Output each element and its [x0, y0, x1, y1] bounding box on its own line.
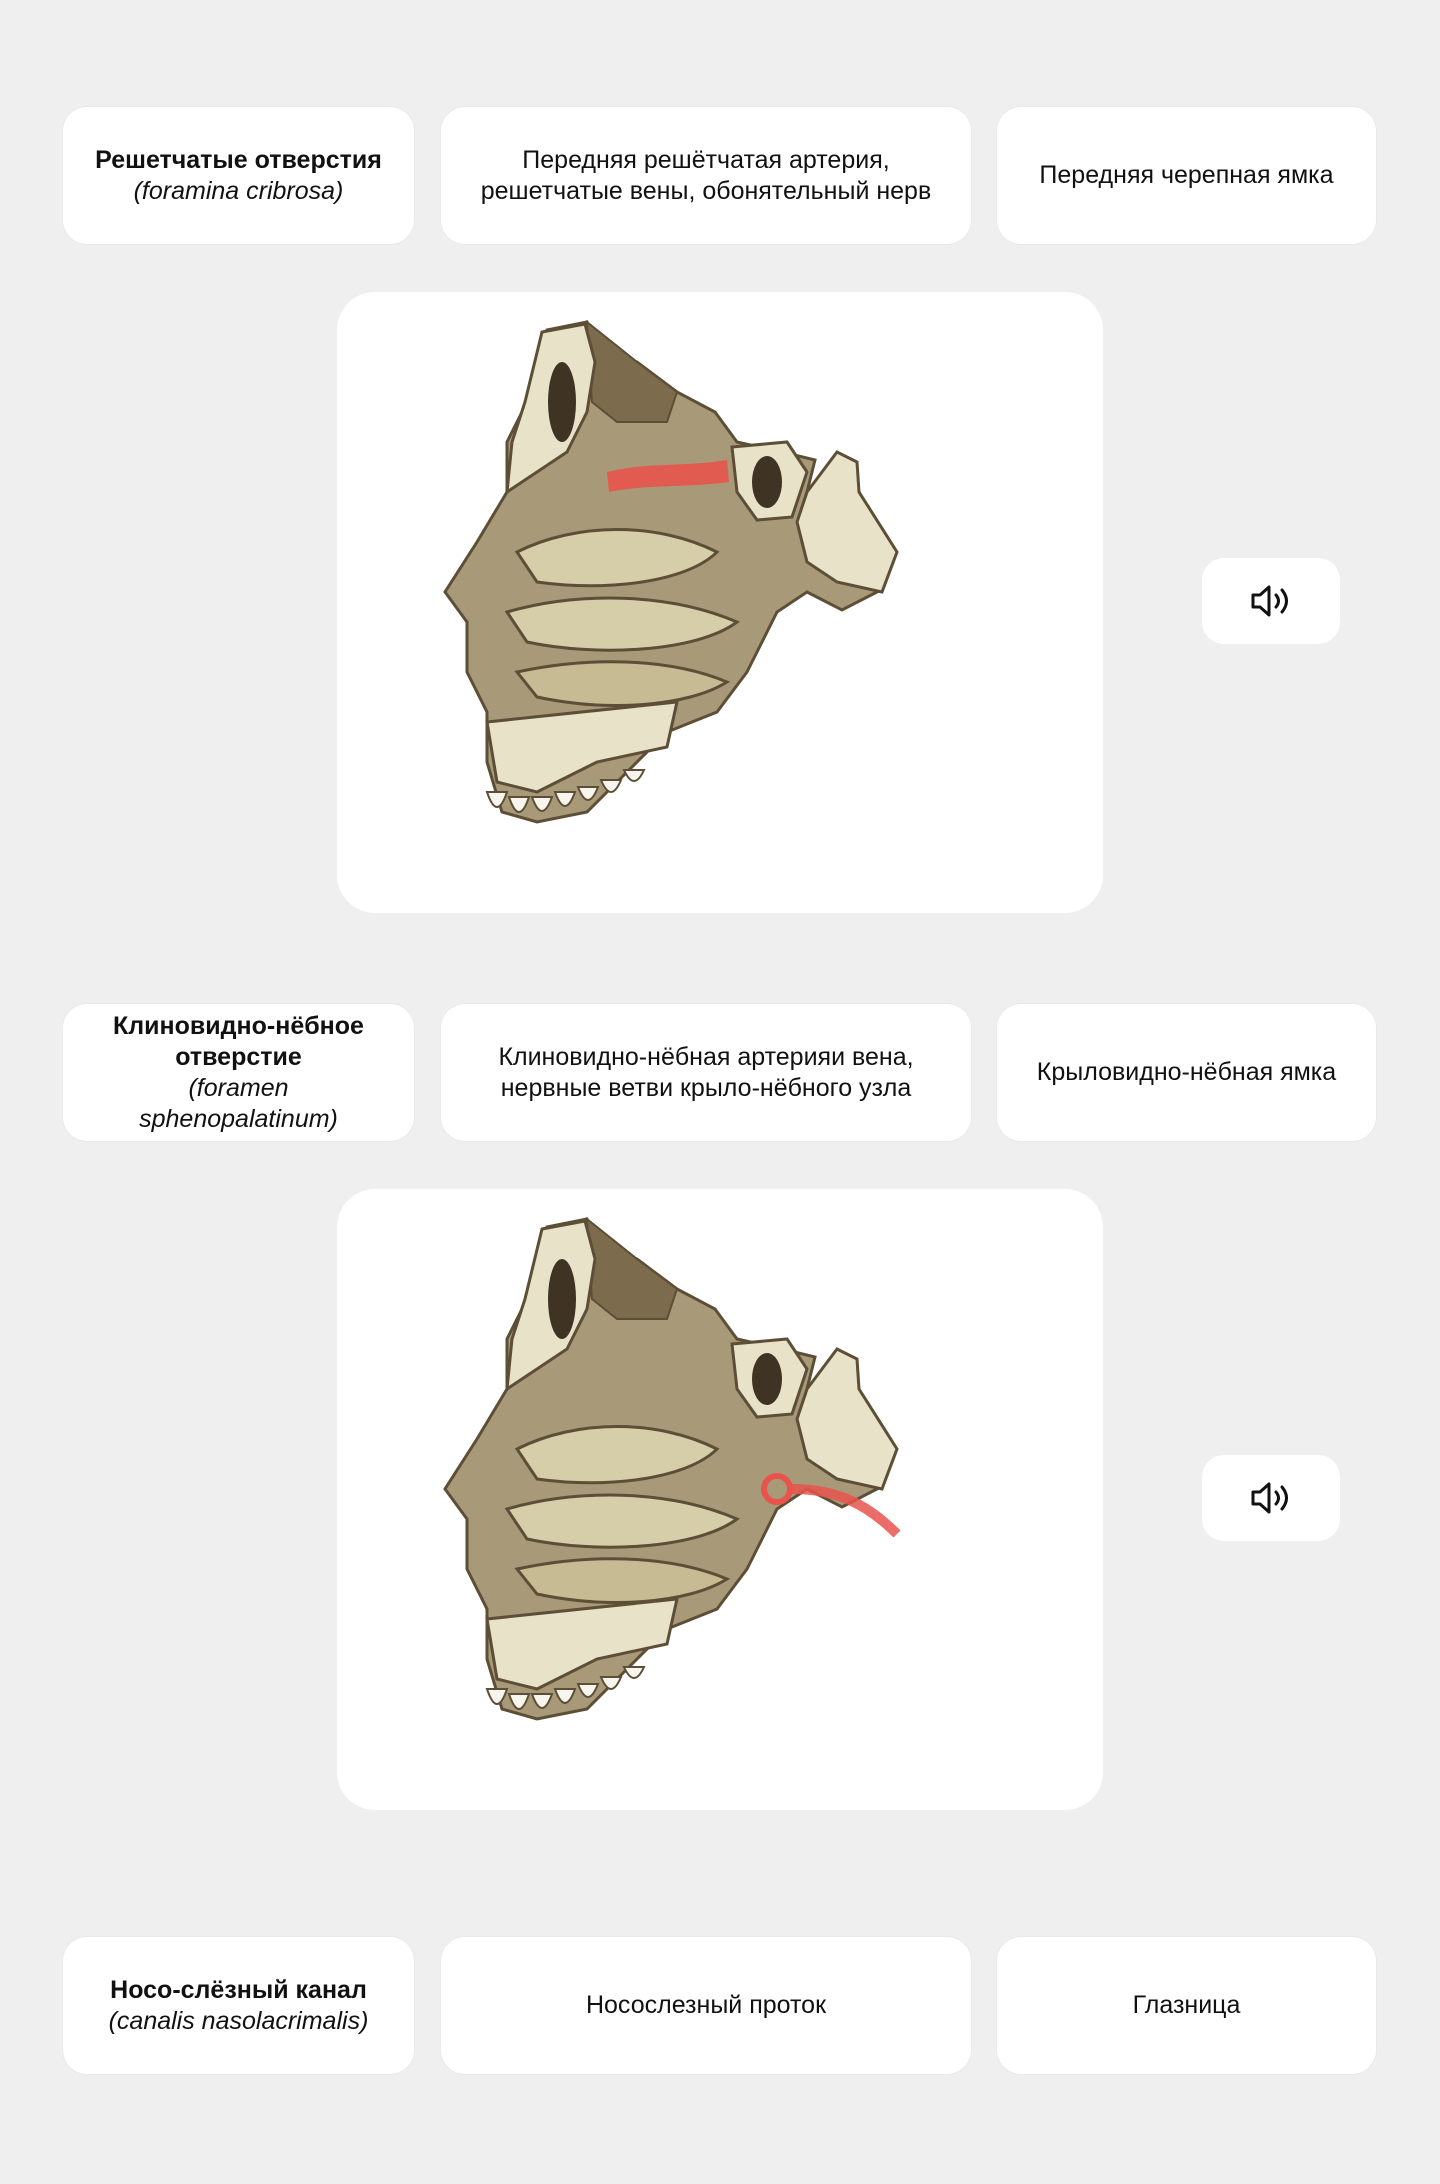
- contents-line: Клиновидно-нёбная артерияи вена,: [498, 1042, 914, 1071]
- nasal-cavity-illustration: [337, 292, 1103, 913]
- connects-label: Крыловидно-нёбная ямка: [1036, 1058, 1337, 1086]
- skull-section: [445, 322, 897, 822]
- skull-section: [445, 1219, 897, 1719]
- opening-title: Клиновидно-нёбное: [113, 1011, 364, 1040]
- contents-line: Носослезный проток: [585, 1991, 827, 2019]
- opening-name-card-3: [63, 1937, 414, 2074]
- connects-label: Передняя черепная ямка: [1039, 161, 1334, 189]
- opening-name-card-1: [63, 107, 414, 244]
- anatomy-illustration-card-1: [337, 292, 1103, 913]
- opening-latin-name: sphenopalatinum): [139, 1104, 338, 1133]
- speaker-icon: [1249, 583, 1293, 619]
- opening-title: отверстие: [175, 1042, 302, 1071]
- speaker-icon: [1249, 1480, 1293, 1516]
- opening-latin-name: (foramina cribrosa): [133, 176, 344, 205]
- contents-line: решетчатые вены, обонятельный нерв: [480, 176, 932, 205]
- anatomy-illustration-card-2: [337, 1189, 1103, 1810]
- opening-name-card-2: [63, 1004, 414, 1141]
- opening-latin-name: (canalis nasolacrimalis): [108, 2006, 369, 2035]
- contents-card-1: [441, 107, 971, 244]
- opening-latin-name: (foramen: [188, 1073, 289, 1102]
- contents-line: нервные ветви крыло-нёбного узла: [500, 1073, 912, 1102]
- connects-card-3: [997, 1937, 1376, 2074]
- connects-card-2: [997, 1004, 1376, 1141]
- audio-play-button-2[interactable]: [1202, 1455, 1340, 1541]
- audio-play-button-1[interactable]: [1202, 558, 1340, 644]
- contents-card-3: [441, 1937, 971, 2074]
- opening-title: Решетчатые отверстия: [95, 145, 382, 174]
- contents-card-2: [441, 1004, 971, 1141]
- opening-title: Носо-слёзный канал: [110, 1975, 367, 2004]
- contents-line: Передняя решётчатая артерия,: [522, 145, 890, 174]
- connects-label: Глазница: [1132, 1991, 1241, 2019]
- connects-card-1: [997, 107, 1376, 244]
- nasal-cavity-illustration: [337, 1189, 1103, 1810]
